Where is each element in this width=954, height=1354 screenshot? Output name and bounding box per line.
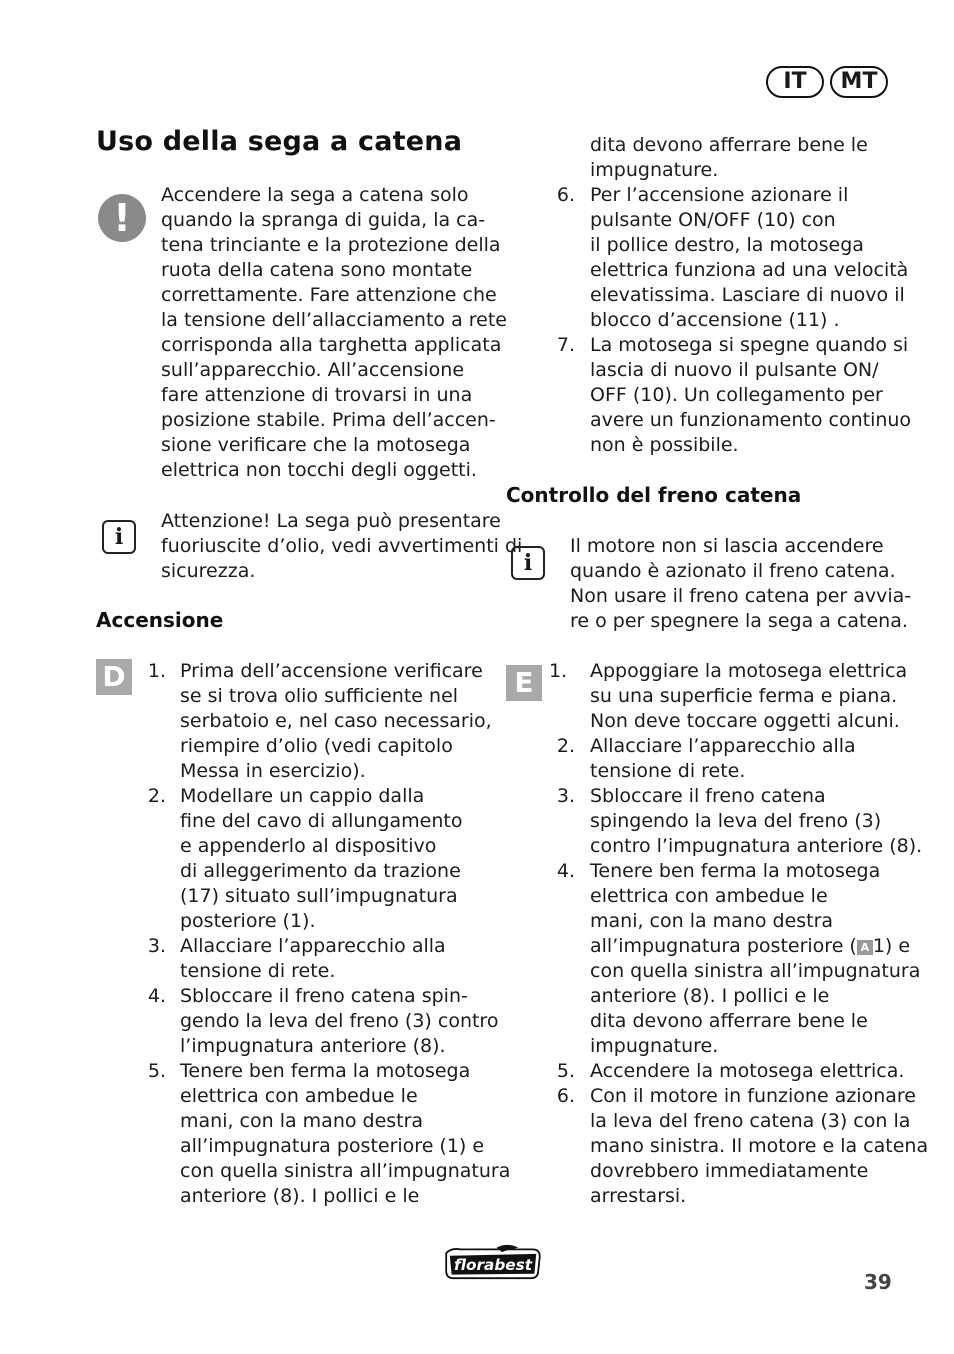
list-item-text: arrestarsi. — [590, 1185, 687, 1207]
figure-badge-d: D — [96, 659, 132, 695]
list-item-text: dovrebbero immediatamente — [590, 1160, 869, 1182]
list-item — [140, 934, 510, 984]
list-item-text: elettrica funziona ad una velocità — [590, 259, 909, 281]
list-item-text: non è possibile. — [590, 434, 739, 456]
list-item-text: Non deve toccare oggetti alcuni. — [590, 710, 900, 732]
list-item-text: mano sinistra. Il motore e la catena — [590, 1135, 929, 1157]
list-item-text: Con il motore in funzione azionare — [590, 1085, 916, 1107]
list-item-text: posteriore (1). — [180, 910, 316, 932]
list-item — [549, 1084, 928, 1209]
section-heading-accensione: Accensione — [96, 608, 224, 632]
list-item-text: di alleggerimento da trazione — [180, 860, 461, 882]
list-item-text: Sbloccare il freno catena spin- — [180, 985, 468, 1007]
section-heading-freno: Controllo del freno catena — [506, 483, 802, 507]
list-item-text: tensione di rete. — [180, 960, 336, 982]
language-badge-it: IT — [766, 66, 824, 98]
list-number: 6. — [556, 1085, 575, 1107]
list-item — [140, 984, 510, 1059]
list-item-text: blocco d’accensione (11) . — [590, 309, 840, 331]
list-item-text: Sbloccare il freno catena — [590, 785, 826, 807]
list-item-text: e appenderlo al dispositivo — [180, 835, 437, 857]
page-number: 39 — [864, 1270, 892, 1294]
info-line: quando è azionato il freno catena. — [570, 560, 896, 582]
freno-info-text — [570, 534, 911, 634]
list-item-text: pulsante ON/OFF (10) con — [590, 209, 836, 231]
list-item-text: Appoggiare la motosega elettrica — [590, 660, 908, 682]
list-item-text: tensione di rete. — [590, 760, 746, 782]
accensione-list-continued — [549, 133, 911, 458]
info-icon: i — [102, 520, 136, 554]
warning-line: correttamente. Fare attenzione che — [161, 284, 497, 306]
list-item — [549, 859, 928, 1059]
list-item-text: impugnature. — [590, 159, 719, 181]
list-item-text: spingendo la leva del freno (3) — [590, 810, 882, 832]
warning-line: sione verificare che la motosega — [161, 434, 471, 456]
list-item-text: con quella sinistra all’impugnatura — [180, 1160, 511, 1182]
list-item-text: impugnature. — [590, 1035, 719, 1057]
list-item-text: il pollice destro, la motosega — [590, 234, 864, 256]
language-badge-mt: MT — [830, 66, 888, 98]
list-item-text: lascia di nuovo il pulsante ON/ — [590, 359, 879, 381]
info-line: Attenzione! La sega può presentare — [161, 510, 501, 532]
info-icon: i — [511, 546, 545, 580]
list-item-text: riempire d’olio (vedi capitolo — [180, 735, 453, 757]
accensione-list — [140, 659, 510, 1209]
list-item — [549, 183, 911, 333]
list-item — [140, 1059, 510, 1209]
list-item-text: OFF (10). Un collegamento per — [590, 384, 883, 406]
list-item — [549, 734, 928, 784]
list-number: 5. — [556, 1060, 575, 1082]
list-item-text: serbatoio e, nel caso necessario, — [180, 710, 492, 732]
list-item-text: contro l’impugnatura anteriore (8). — [590, 835, 923, 857]
list-item — [140, 659, 510, 784]
list-item-text: elettrica con ambedue le — [180, 1085, 418, 1107]
warning-line: elettrica non tocchi degli oggetti. — [161, 459, 477, 481]
list-item-text: se si trova olio sufficiente nel — [180, 685, 459, 707]
page-title: Uso della sega a catena — [96, 126, 463, 157]
list-number: 4. — [147, 985, 166, 1007]
svg-text:florabest: florabest — [453, 1256, 533, 1275]
list-item — [549, 1059, 928, 1084]
warning-line: posizione stabile. Prima dell’accen- — [161, 409, 496, 431]
warning-text — [161, 183, 507, 483]
figure-ref-a: A — [857, 940, 873, 955]
warning-line: sull’apparecchio. All’accensione — [161, 359, 465, 381]
list-number: 6. — [556, 184, 575, 206]
list-number: 4. — [556, 860, 575, 882]
list-item-text: mani, con la mano destra — [180, 1110, 424, 1132]
list-item-text: Per l’accensione azionare il — [590, 184, 849, 206]
florabest-logo — [438, 1244, 548, 1284]
list-item-text: su una superficie ferma e piana. — [590, 685, 898, 707]
list-item-text: anteriore (8). I pollici e le — [180, 1185, 420, 1207]
list-item — [140, 784, 510, 934]
list-item-text: Modellare un cappio dalla — [180, 785, 425, 807]
list-item-text: Accendere la motosega elettrica. — [590, 1060, 905, 1082]
list-item-text: Allacciare l’apparecchio alla — [180, 935, 446, 957]
info-line: re o per spegnere la sega a catena. — [570, 610, 908, 632]
list-item-text: dita devono afferrare bene le — [590, 134, 868, 156]
list-item-text: elevatissima. Lasciare di nuovo il — [590, 284, 905, 306]
list-item-text: l’impugnatura anteriore (8). — [180, 1035, 446, 1057]
list-number: 3. — [147, 935, 166, 957]
list-number: 1. — [549, 660, 568, 682]
list-number: 2. — [147, 785, 166, 807]
list-number: 5. — [147, 1060, 166, 1082]
list-item-text: avere un funzionamento continuo — [590, 409, 912, 431]
warning-icon: ! — [98, 194, 146, 242]
list-item-text: fine del cavo di allungamento — [180, 810, 463, 832]
list-item-text: anteriore (8). I pollici e le — [590, 985, 830, 1007]
list-item — [549, 333, 911, 458]
warning-line: Accendere la sega a catena solo — [161, 184, 469, 206]
list-item-text: (17) situato sull’impugnatura — [180, 885, 458, 907]
list-item-text: all’impugnatura posteriore ( A 1) e — [590, 935, 911, 957]
info-line: sicurezza. — [161, 560, 256, 582]
list-item-text: Allacciare l’apparecchio alla — [590, 735, 856, 757]
warning-line: ruota della catena sono montate — [161, 259, 473, 281]
list-item-text: all’impugnatura posteriore (1) e — [180, 1135, 485, 1157]
info-line: fuoriuscite d’olio, vedi avvertimenti di — [161, 535, 523, 557]
list-item-text: Messa in esercizio). — [180, 760, 366, 782]
warning-line: quando la spranga di guida, la ca- — [161, 209, 486, 231]
list-number: 3. — [556, 785, 575, 807]
figure-badge-e: E — [506, 665, 542, 701]
warning-line: fare attenzione di trovarsi in una — [161, 384, 473, 406]
list-number: 1. — [147, 660, 166, 682]
list-item-text: Prima dell’accensione verificare — [180, 660, 483, 682]
list-item-text: La motosega si spegne quando si — [590, 334, 909, 356]
list-item-text: mani, con la mano destra — [590, 910, 834, 932]
list-item-text: la leva del freno catena (3) con la — [590, 1110, 911, 1132]
list-item-text: Tenere ben ferma la motosega — [180, 1060, 471, 1082]
info-line: Il motore non si lascia accendere — [570, 535, 884, 557]
list-item — [549, 659, 928, 734]
list-item-text: elettrica con ambedue le — [590, 885, 828, 907]
list-item — [549, 784, 928, 859]
info-line: Non usare il freno catena per avvia- — [570, 585, 912, 607]
list-item-text: Tenere ben ferma la motosega — [590, 860, 881, 882]
warning-line: la tensione dell’allacciamento a rete — [161, 309, 507, 331]
warning-line: corrisponda alla targhetta applicata — [161, 334, 502, 356]
freno-list — [549, 659, 928, 1209]
warning-line: tena trinciante e la protezione della — [161, 234, 501, 256]
list-item-text: gendo la leva del freno (3) contro — [180, 1010, 499, 1032]
list-number: 7. — [556, 334, 575, 356]
list-item-text: dita devono afferrare bene le — [590, 1010, 868, 1032]
info-text — [161, 509, 522, 584]
list-item-text: con quella sinistra all’impugnatura — [590, 960, 921, 982]
list-number: 2. — [556, 735, 575, 757]
